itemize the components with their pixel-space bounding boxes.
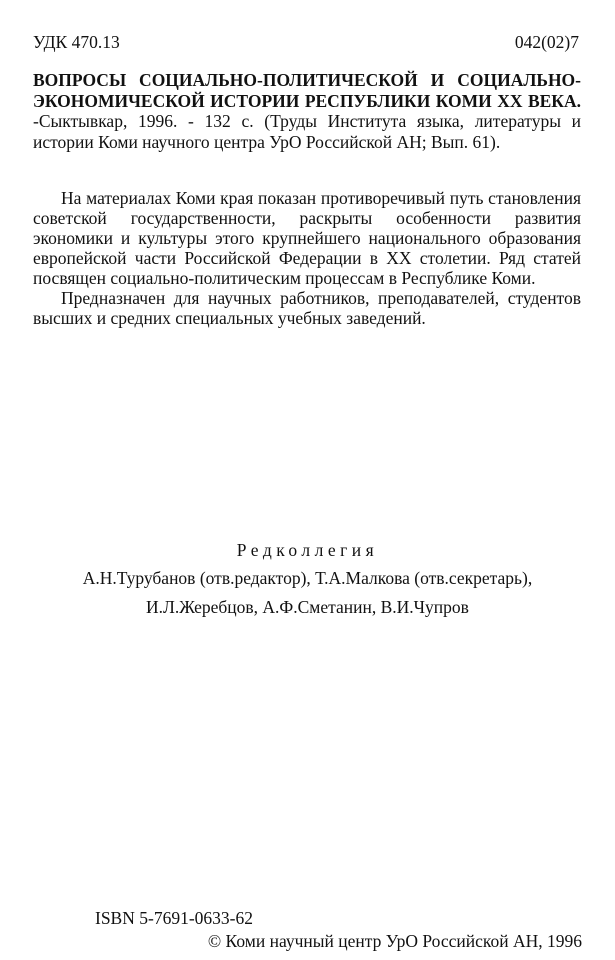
abstract-paragraph: Предназначен для научных работников, преподавателей, студентов высших и средних специальных учебных заведений. [33,288,581,328]
isbn: ISBN 5-7691-0633-62 [95,908,253,928]
editorial-board-title: Редколлегия [236,540,379,560]
editorial-board-members: А.Н.Турубанов (отв.редактор), Т.А.Малкова (отв.секретарь), [82,568,533,588]
publication-details: -Сыктывкар, 1996. - 132 с. (Труды Института языка, литературы и истории Коми научного центра УрО Российской АН; Вып. 61). [33,111,581,152]
bibliographic-reference [33,70,581,152]
copyright: © Коми научный центр УрО Российской АН, 1996 [207,931,582,951]
classification-code: 042(02)7 [514,32,579,52]
abstract-paragraph: На материалах Коми края показан противоречивый путь становления советской государственности, раскрыты особенности развития экономики и культуры этого крупнейшего национального образования европейской части Российской Федерации в XX столетии. Ряд статей посвящен социально-политическим процессам в Республике Коми. [33,188,581,288]
book-title: ВОПРОСЫ СОЦИАЛЬНО-ПОЛИТИЧЕСКОЙ И СОЦИАЛЬНО-ЭКОНОМИЧЕСКОЙ ИСТОРИИ РЕСПУБЛИКИ КОМИ XX ВЕКА. [33,70,581,111]
abstract [33,188,581,328]
udk-code: УДК 470.13 [33,32,120,52]
editorial-board-members: И.Л.Жеребцов, А.Ф.Сметанин, В.И.Чупров [146,597,469,617]
